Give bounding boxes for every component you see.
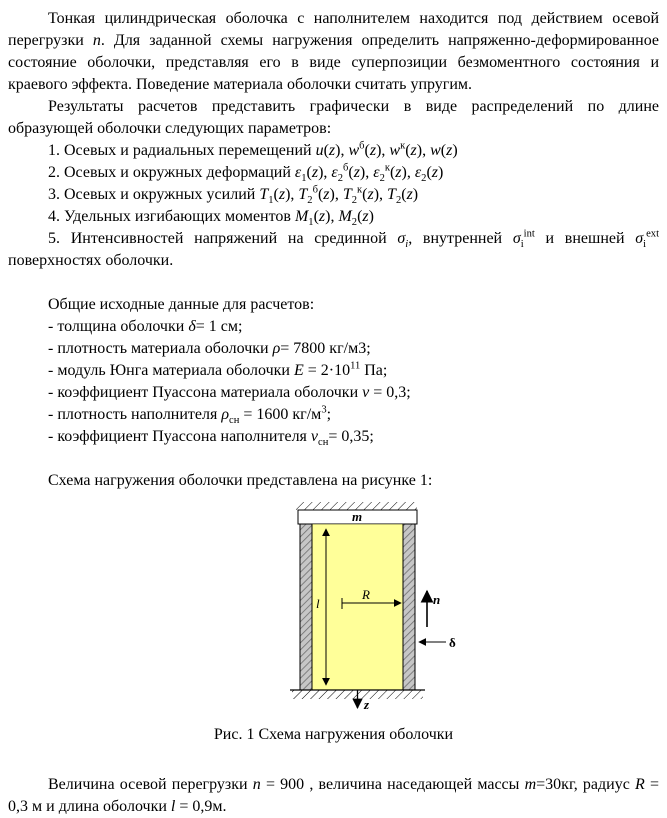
list-item-strains: 2. Осевых и окружных деформаций $\varepsilon_1(z)$, $\varepsilon_2^б(z)$, $\varepsilon_2^к(z)$, $\varepsilon_2(z)$ (48, 162, 444, 185)
list-item-forces: 3. Осевых и окружных усилий $T_1(z)$, $T_2^б(z)$, $T_2^к(z)$, $T_2(z)$ (48, 184, 419, 207)
paragraph-scheme-intro: Схема нагружения оболочки представлена на рисунке 1: (48, 472, 433, 489)
list-item-stress-intensity: 5. Интенсивностей напряжений на срединной $\sigma_i$, внутренней $\sigma_i^{int}$ и внешней $\sigma_i^{ext}$ поверхностях оболочки. (8, 228, 659, 269)
radius-label: R (362, 587, 370, 602)
data-line-shell-thickness: - толщина оболочки δ= 1 см; (48, 318, 243, 335)
length-label: l (316, 596, 320, 611)
figure-1-loading-scheme (280, 500, 470, 722)
paragraph-problem-statement: Тонкая цилиндрическая оболочка с наполнителем находится под действием осевой перегрузки n. Для заданной схемы нагружения определить напряженно-деформированное состояние оболочки, представляя его в виде суперпозиции безмоментного состояния и краевого эффекта. Поведение материала оболочки считать упругим. (8, 10, 659, 93)
data-line-shell-density: - плотность материала оболочки ρ= 7800 кг/м3; (48, 340, 371, 357)
shell-wall-left (300, 524, 312, 690)
thickness-label: δ (449, 635, 456, 650)
mass-label: m (352, 509, 363, 524)
list-item-moments: 4. Удельных изгибающих моментов $M_1(z)$, $M_2(z)$ (48, 208, 374, 229)
data-line-young-modulus: - модуль Юнга материала оболочки $E = 2\cdot 10^{11}$ Па; (48, 360, 388, 379)
paragraph-given-values: Величина осевой перегрузки n = 900 , величина наседающей массы m=30кг, радиус R = 0,3 м и длина оболочки l = 0,9м. (8, 776, 659, 815)
loading-scheme-drawing (280, 500, 465, 715)
paragraph-results-intro: Результаты расчетов представить графически в виде распределений по длине образующей оболочки следующих параметров: (8, 98, 659, 137)
list-item-displacements: 1. Осевых и радиальных перемещений u(z), $w^б(z)$, $w^к(z)$, w(z) (48, 140, 458, 159)
data-line-shell-poisson: - коэффициент Пуассона материала оболочки ν = 0,3; (48, 384, 411, 401)
data-line-filler-poisson: - коэффициент Пуассона наполнителя $\nu_{сн}= 0,35$; (48, 428, 374, 449)
overload-label: n (433, 592, 441, 607)
data-line-filler-density: - плотность наполнителя $\rho_{сн} = 1600$ $кг/м^3$; (48, 404, 332, 427)
paragraph-input-data-heading: Общие исходные данные для расчетов: (48, 296, 315, 313)
figure-caption: Рис. 1 Схема нагружения оболочки (213, 726, 454, 743)
z-axis-label: z (364, 697, 370, 712)
shell-wall-right (403, 524, 415, 690)
